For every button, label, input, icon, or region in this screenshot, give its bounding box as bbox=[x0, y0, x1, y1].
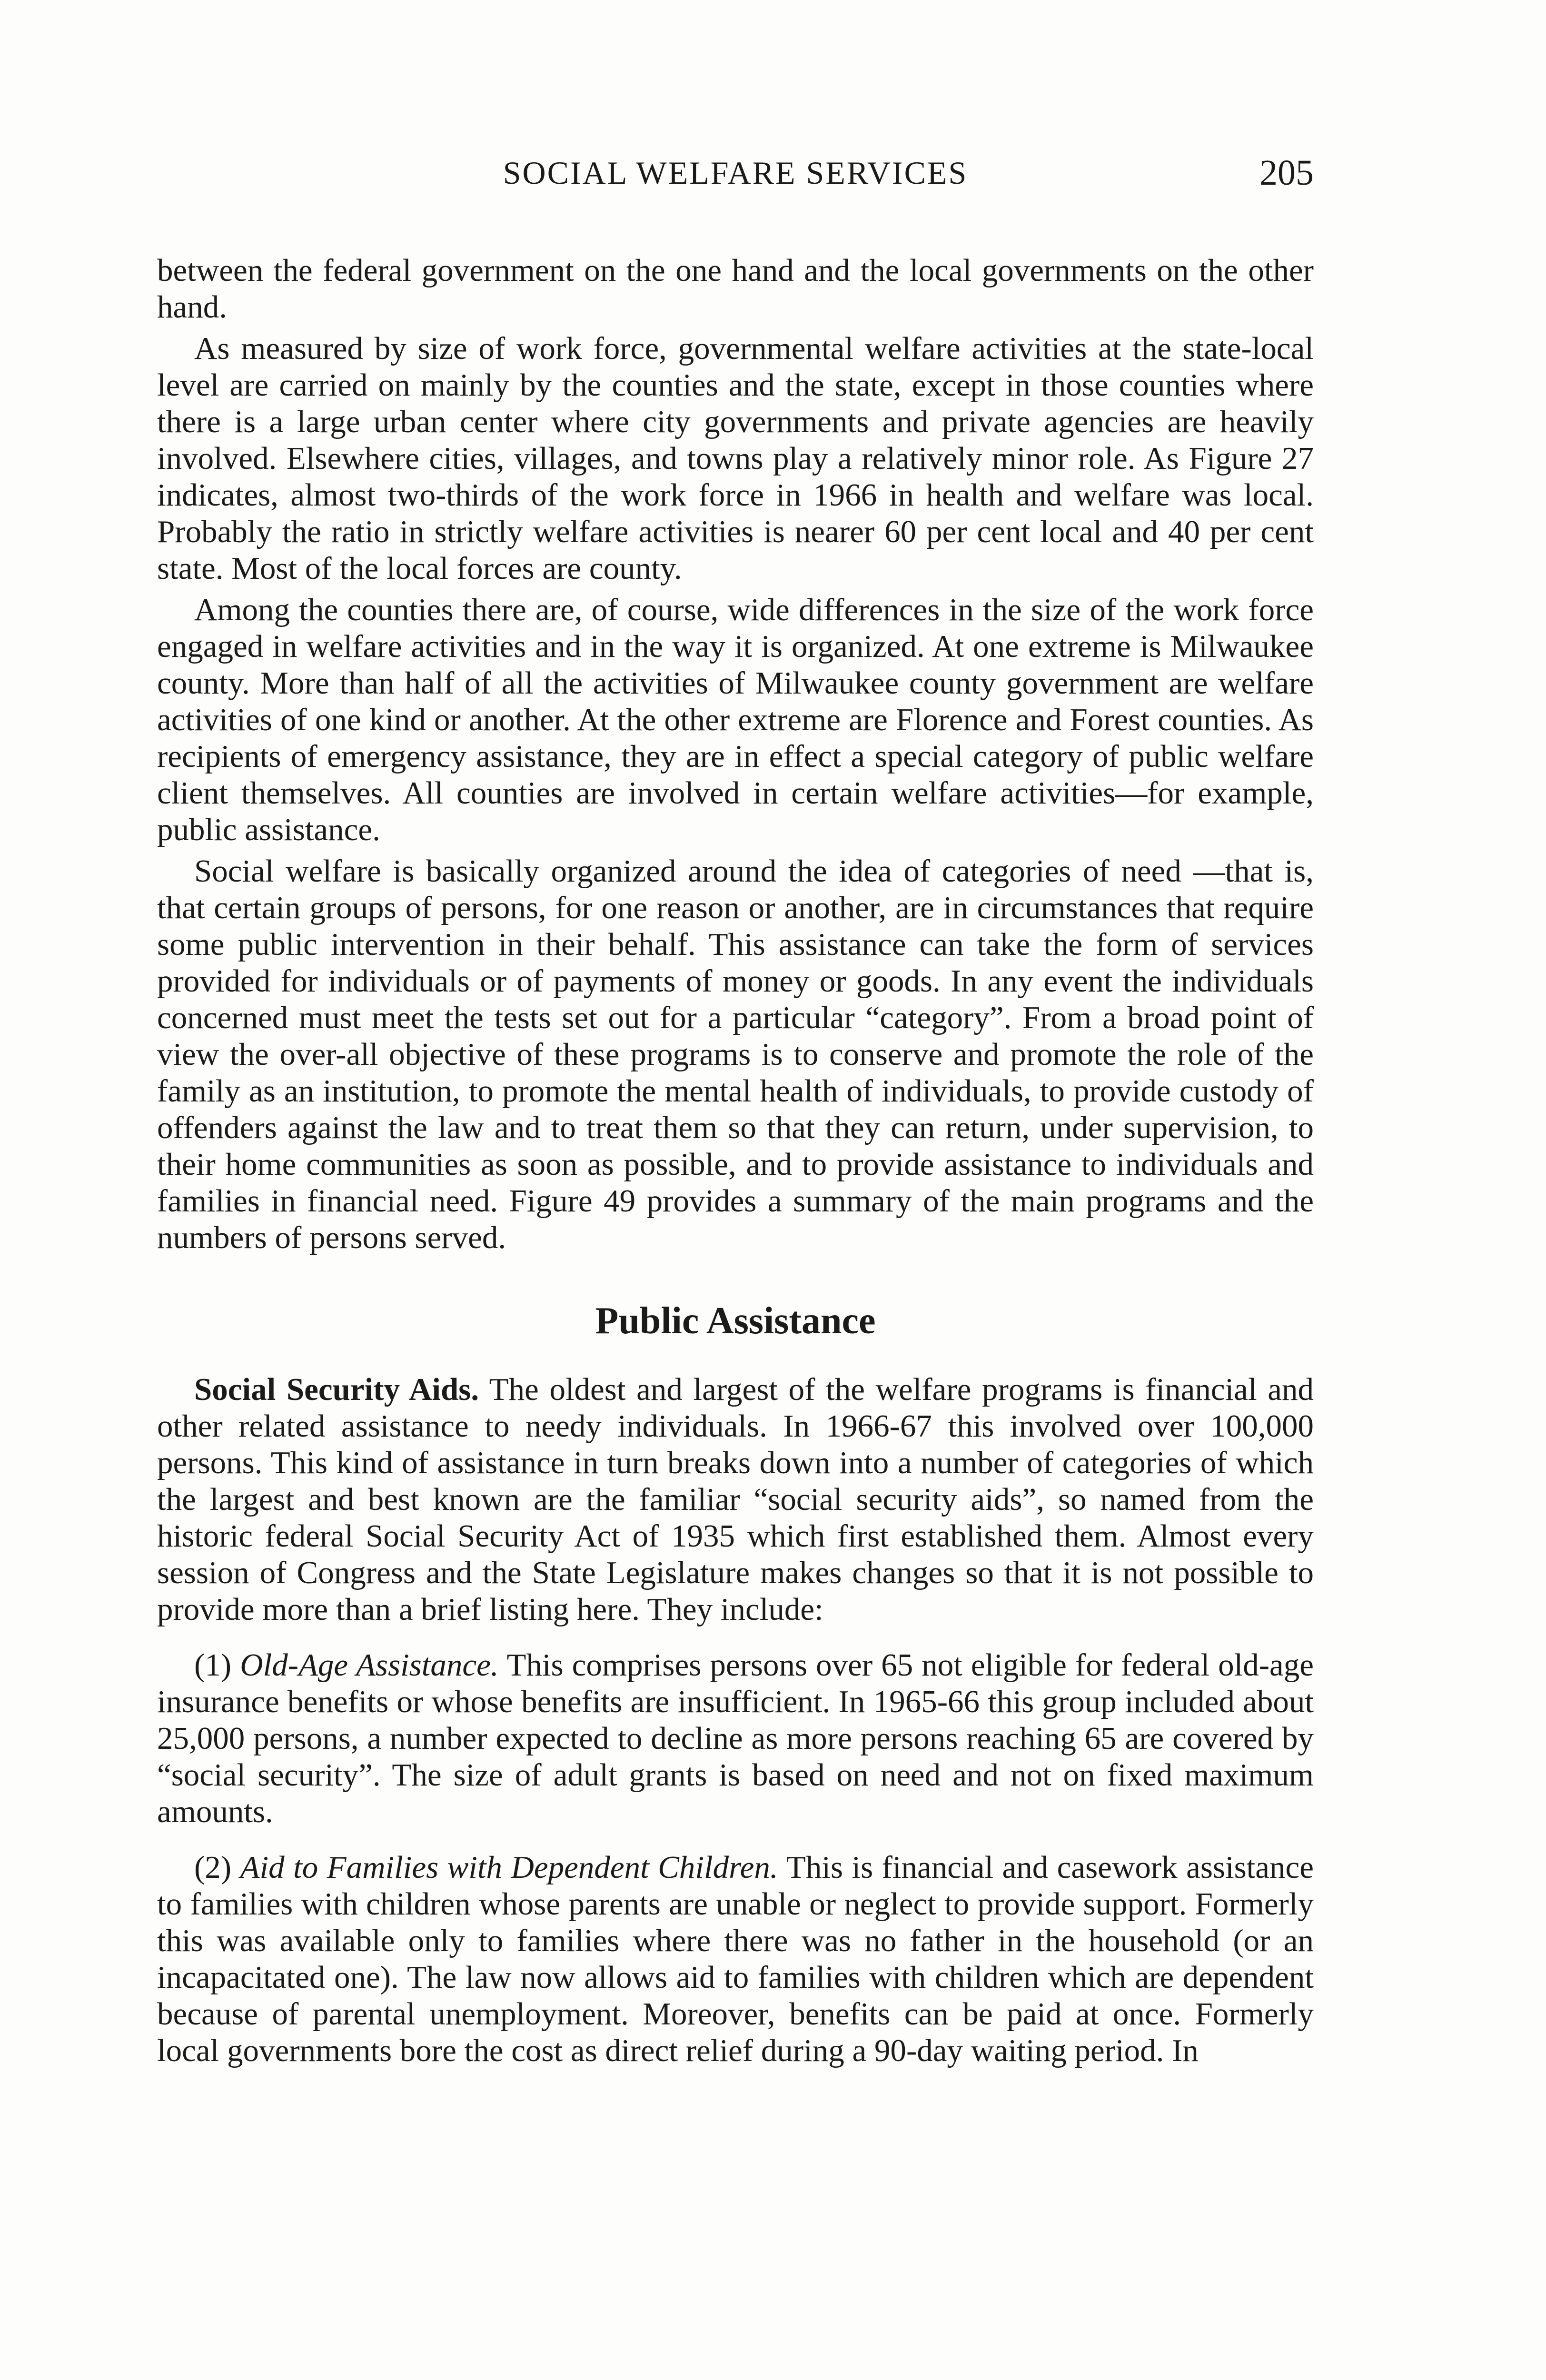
section-intro-paragraph bbox=[157, 1371, 1314, 1628]
section-heading: Public Assistance bbox=[595, 1300, 876, 1342]
body-text bbox=[157, 252, 1314, 2074]
item-text: This is financial and casework assistance to families with children whose parents are unable or neglect to provide support. Formerly this was available only to families where there was no father in the household (or an incapacitated one). The law now allows aid to families with children which are dependent because of parental unemployment. Moreover, benefits can be paid at once. Formerly local governments bore the cost as direct relief during a 90-day waiting period. In bbox=[157, 1850, 1314, 2068]
section-intro-text: The oldest and largest of the welfare programs is financial and other related assistance to needy individuals. In 1966-67 this involved over 100,000 persons. This kind of assistance in turn breaks down into a number of categories of which the largest and best known are the familiar “social security aids”, so named from the historic federal Social Security Act of 1935 which first established them. Almost every session of Congress and the State Legislature makes changes so that it is not possible to provide more than a brief listing here. They include: bbox=[157, 1372, 1314, 1627]
list-item bbox=[157, 1849, 1314, 2069]
page-number: 205 bbox=[1259, 153, 1314, 193]
run-in-title: Social Security Aids. bbox=[194, 1372, 479, 1407]
item-number: (2) bbox=[194, 1850, 240, 1885]
list-item bbox=[157, 1647, 1314, 1830]
paragraph: between the federal government on the one hand and the local governments on the other hand. bbox=[157, 253, 1314, 325]
item-text: This comprises persons over 65 not eligible for federal old-age insurance benefits or whose benefits are insufficient. In 1965-66 this group included about 25,000 persons, a number expected to decline as more persons reaching 65 are covered by “social security”. The size of adult grants is based on need and not on fixed maximum amounts. bbox=[157, 1647, 1314, 1829]
item-number: (1) bbox=[194, 1647, 240, 1683]
paragraph: Social welfare is basically organized around the idea of categories of need —that is, that certain groups of persons, for one reason or another, are in circumstances that require some public intervention in their behalf. This assistance can take the form of services provided for individuals or of payments of money or goods. In any event the individuals concerned must meet the tests set out for a particular “category”. From a broad point of view the over-all objective of these programs is to conserve and promote the role of the family as an institution, to promote the mental health of individuals, to provide custody of offenders against the law and to treat them so that they can return, under supervision, to their home communities as soon as possible, and to provide assistance to individuals and families in financial need. Figure 49 provides a summary of the main programs and the numbers of persons served. bbox=[157, 853, 1314, 1255]
running-head bbox=[157, 151, 1314, 194]
item-title: Old-Age Assistance. bbox=[240, 1647, 499, 1683]
paragraph: Among the counties there are, of course, wide differences in the size of the work force engaged in welfare activities and in the way it is organized. At one extreme is Milwaukee county. More than half of all the activities of Milwaukee county government are welfare activities of one kind or another. At the other extreme are Florence and Forest counties. As recipients of emergency assistance, they are in effect a special category of public welfare client themselves. All counties are involved in certain welfare activities—for example, public assistance. bbox=[157, 592, 1314, 847]
running-title: SOCIAL WELFARE SERVICES bbox=[503, 155, 968, 191]
item-title: Aid to Families with Dependent Children. bbox=[240, 1850, 778, 1885]
paragraph: As measured by size of work force, governmental welfare activities at the state-local level are carried on mainly by the counties and the state, except in those counties where there is a large urban center where city governments and private agencies are heavily involved. Elsewhere cities, villages, and towns play a relatively minor role. As Figure 27 indicates, almost two-thirds of the work force in 1966 in health and welfare was local. Probably the ratio in strictly welfare activities is nearer 60 per cent local and 40 per cent state. Most of the local forces are county. bbox=[157, 331, 1314, 586]
